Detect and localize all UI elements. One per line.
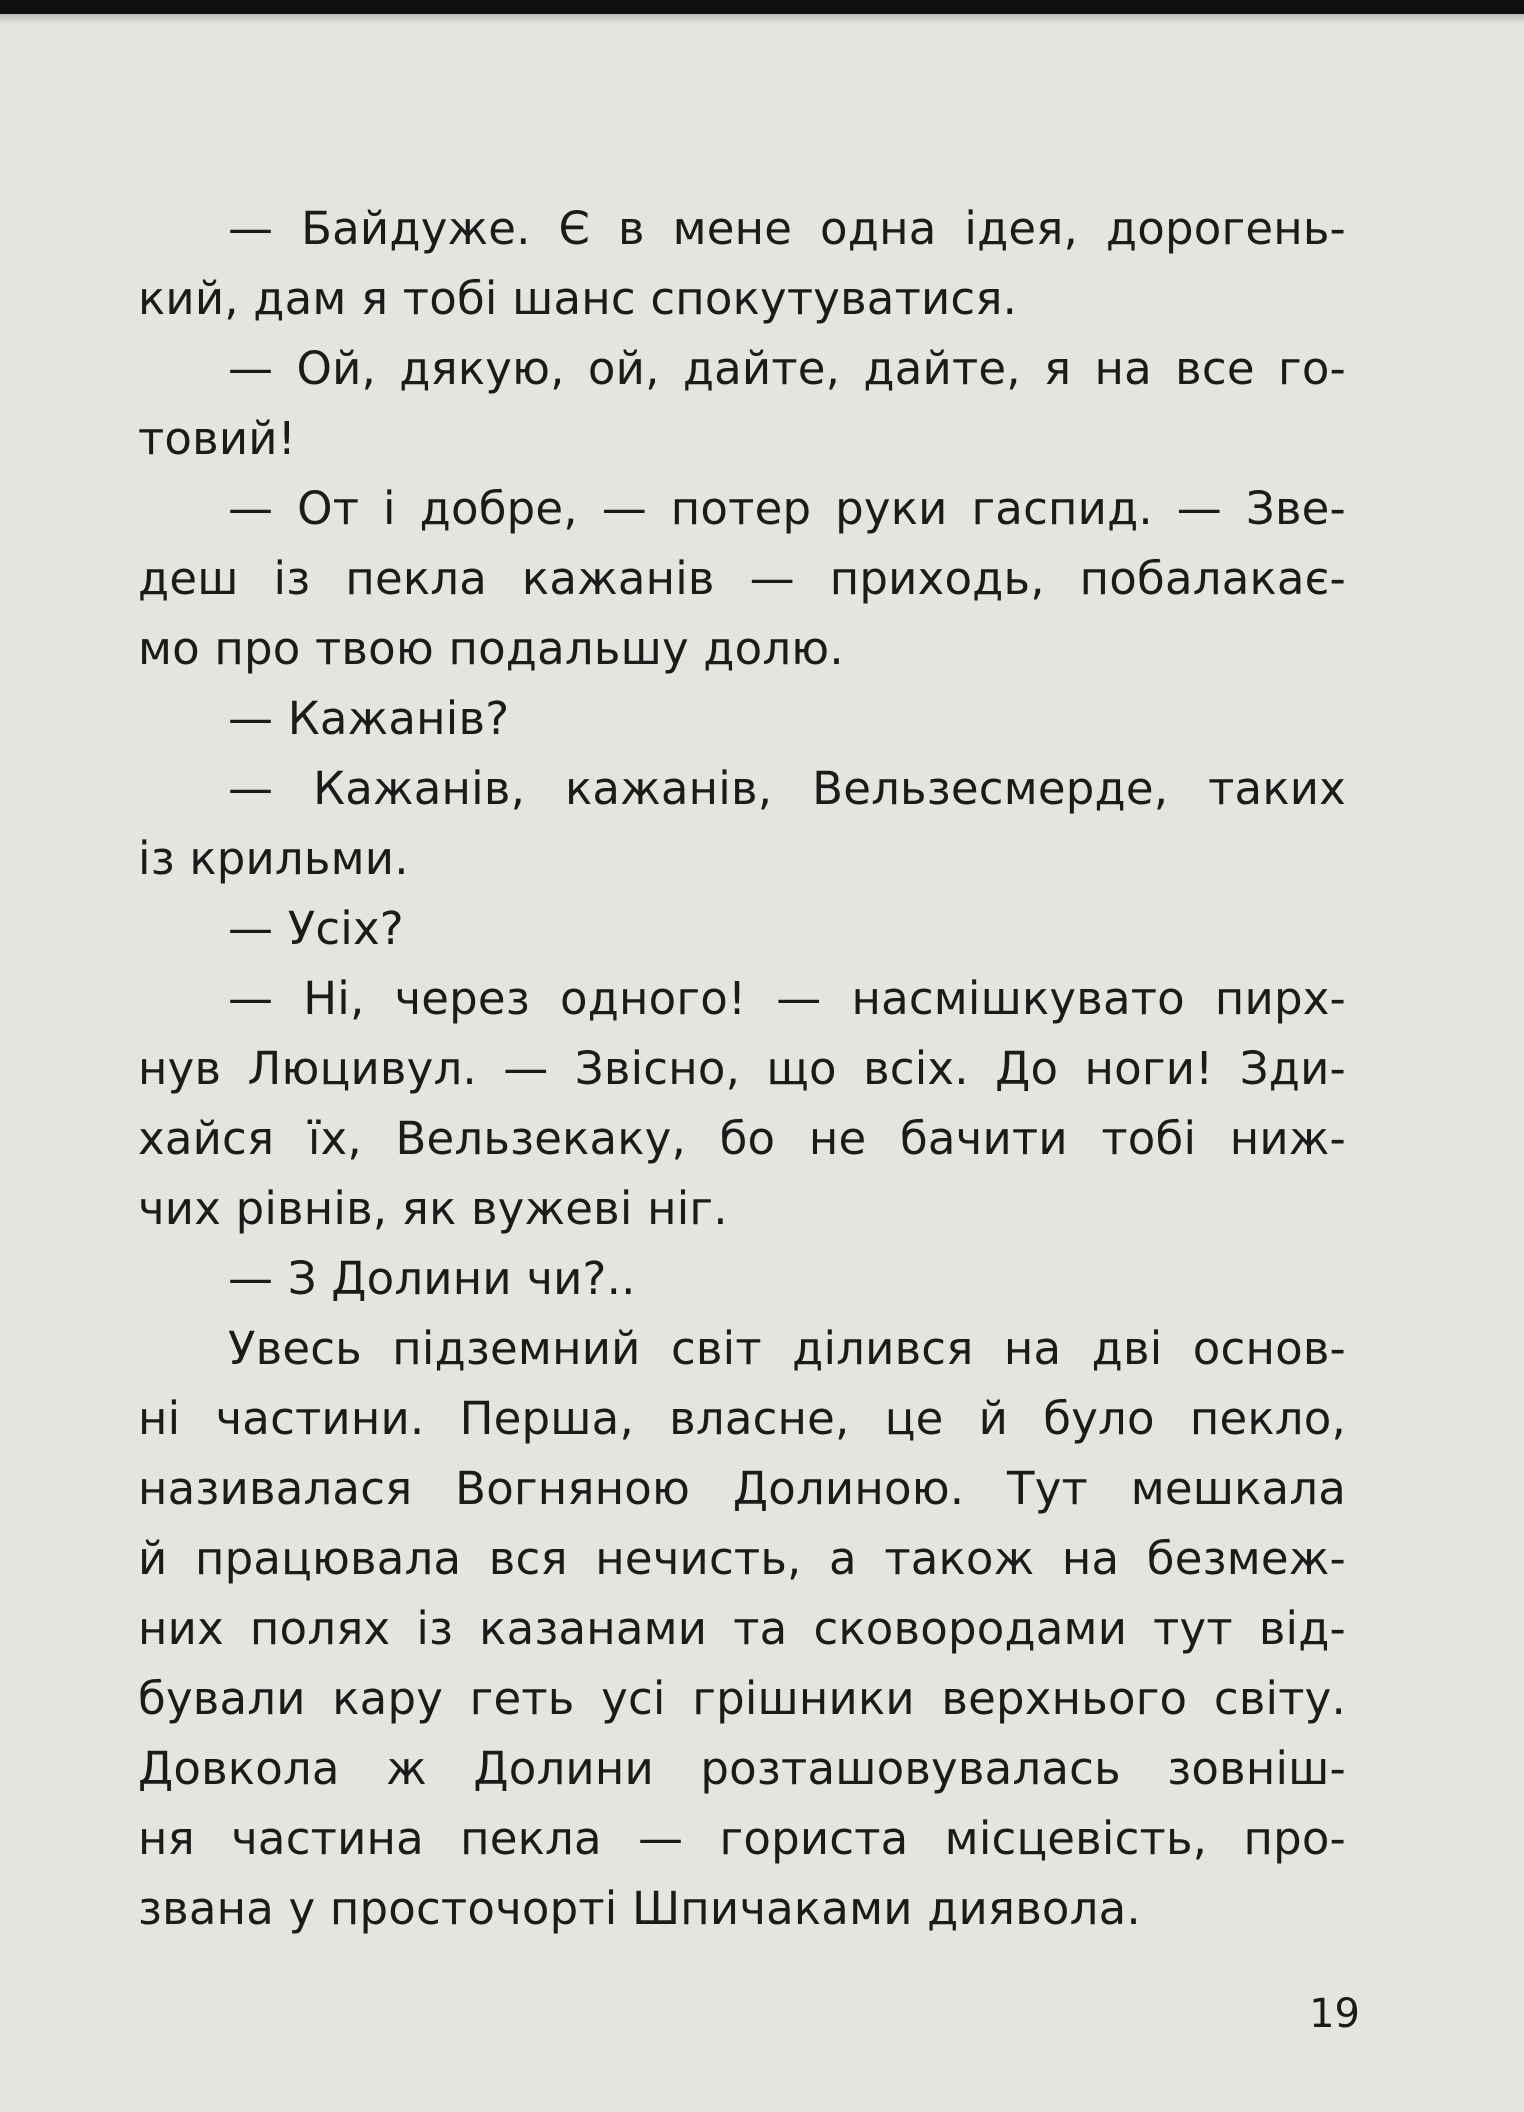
text-line-14: хайся їх, Вельзекаку, бо не бачити тобі ниж- xyxy=(138,1112,1346,1165)
text-line-2: кий, дам я тобі шанс спокутуватися. xyxy=(138,272,1018,325)
text-line-13: нув Люцивул. — Звісно, що всіх. До ноги! Зди- xyxy=(138,1042,1346,1095)
text-line-5: — От і добре, — потер руки гаспид. — Зве- xyxy=(228,482,1346,535)
text-line-12: — Ні, через одного! — насмішкувато пирх- xyxy=(228,972,1346,1025)
page-edge-shadow xyxy=(0,14,1524,24)
text-line-4: товий! xyxy=(138,412,296,465)
text-line-16: — З Долини чи?.. xyxy=(228,1252,636,1305)
page-number: 19 xyxy=(1309,1991,1360,2037)
text-line-9: — Кажанів, кажанів, Вельзесмерде, таких xyxy=(228,762,1346,815)
text-line-17: Увесь підземний світ ділився на дві основ- xyxy=(228,1322,1346,1375)
text-line-20: й працювала вся нечисть, а також на безмеж- xyxy=(138,1532,1346,1585)
text-line-7: мо про твою подальшу долю. xyxy=(138,622,844,675)
text-line-3: — Ой, дякую, ой, дайте, дайте, я на все го- xyxy=(228,342,1346,395)
text-line-21: них полях із казанами та сковородами тут від- xyxy=(138,1602,1346,1655)
text-line-11: — Усіх? xyxy=(228,902,404,955)
text-line-15: чих рівнів, як вужеві ніг. xyxy=(138,1182,728,1235)
text-line-8: — Кажанів? xyxy=(228,692,510,745)
text-line-10: із крильми. xyxy=(138,832,409,885)
text-line-6: деш із пекла кажанів — приходь, побалакає- xyxy=(138,552,1346,605)
text-line-18: ні частини. Перша, власне, це й було пекло, xyxy=(138,1392,1346,1445)
text-line-25: звана у просточорті Шпичаками диявола. xyxy=(138,1882,1141,1935)
text-line-23: Довкола ж Долини розташовувалась зовніш- xyxy=(138,1742,1346,1795)
book-page xyxy=(0,14,1524,2112)
text-line-24: ня частина пекла — гориста місцевість, про- xyxy=(138,1812,1346,1865)
text-line-22: бували кару геть усі грішники верхнього світу. xyxy=(138,1672,1346,1725)
text-line-19: називалася Вогняною Долиною. Тут мешкала xyxy=(138,1462,1346,1515)
body-text xyxy=(138,194,1346,1944)
text-line-1: — Байдуже. Є в мене одна ідея, дорогень- xyxy=(228,202,1346,255)
